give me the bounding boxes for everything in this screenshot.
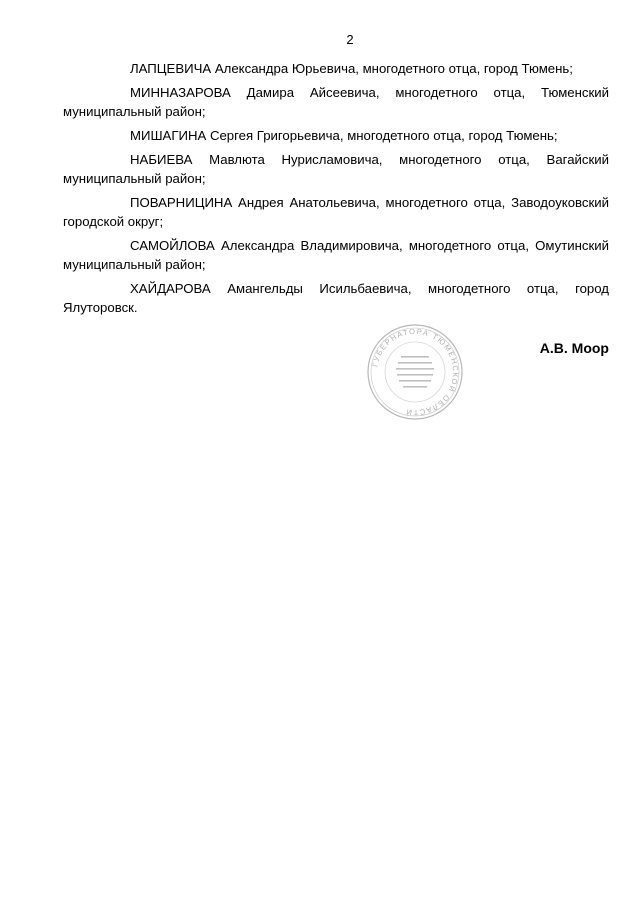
list-item: НАБИЕВА Мавлюта Нурисламовича, многодетного отца, Вагайский муниципальный район; bbox=[63, 152, 609, 186]
signer-name: А.В. Моор bbox=[539, 340, 609, 356]
list-item: МИННАЗАРОВА Дамира Айсеевича, многодетного отца, Тюменский муниципальный район; bbox=[63, 85, 609, 119]
svg-text:ГУБЕРНАТОРА ТЮМЕНСКОЙ ОБЛАСТИ: ГУБЕРНАТОРА ТЮМЕНСКОЙ ОБЛАСТИ bbox=[370, 326, 461, 418]
list-item: ЛАПЦЕВИЧА Александра Юрьевича, многодетного отца, город Тюмень; bbox=[130, 61, 573, 76]
page-number: 2 bbox=[346, 32, 354, 47]
list-item: МИШАГИНА Сергея Григорьевича, многодетного отца, город Тюмень; bbox=[130, 128, 558, 143]
list-item: САМОЙЛОВА Александра Владимировича, многодетного отца, Омутинский муниципальный район; bbox=[63, 238, 609, 272]
official-seal bbox=[365, 322, 465, 422]
entry-list bbox=[63, 59, 609, 322]
list-item: ПОВАРНИЦИНА Андрея Анатольевича, многодетного отца, Заводоуковский городской округ; bbox=[63, 195, 609, 229]
list-item: ХАЙДАРОВА Амангельды Исильбаевича, многодетного отца, город Ялуторовск. bbox=[63, 281, 609, 315]
